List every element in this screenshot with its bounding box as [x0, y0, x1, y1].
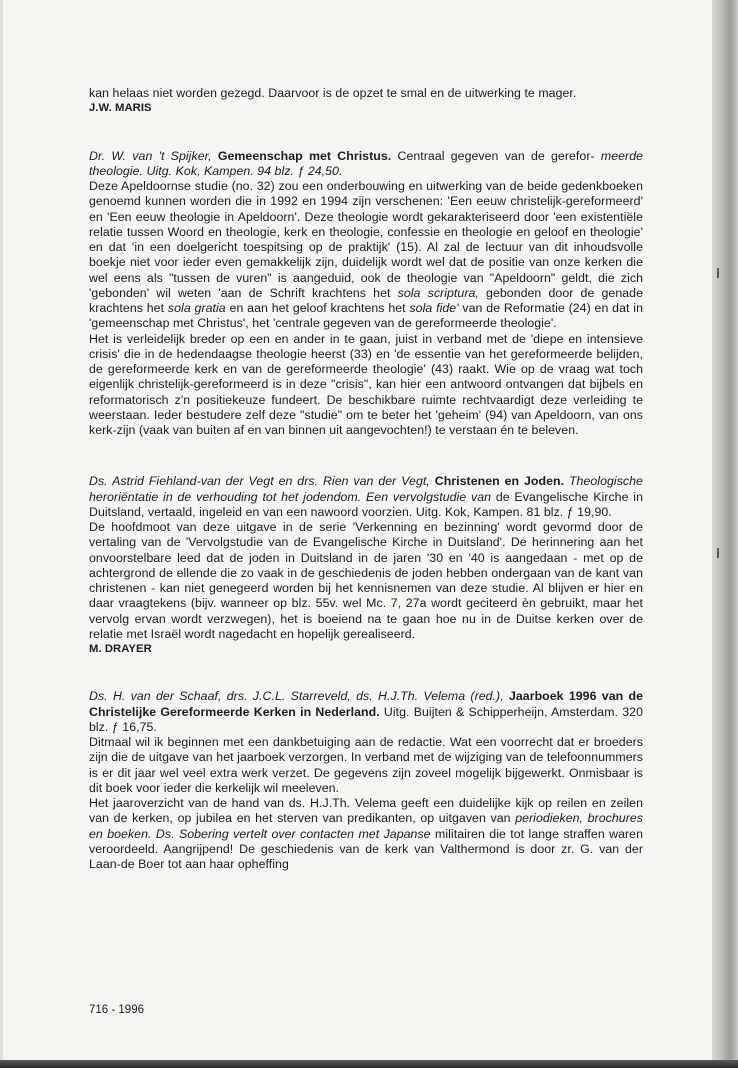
section-spacer [89, 438, 643, 474]
margin-mark [717, 268, 719, 278]
text-run: Het jaaroverzicht van de hand van ds. H.J.Th. Velema geeft een duidelijke kijk op reilen en zeilen van de kerken, op jubilea en het sterven van predikanten, op uitgaven van [89, 796, 643, 826]
section-spacer [89, 657, 643, 689]
review-header [89, 149, 643, 180]
italic-term: sola fide' [409, 301, 459, 315]
text-run: Deze Apeldoornse studie (no. 32) zou een onderbouwing en uitwerking van de beide gedenkboeken genoemd kunnen worden die in 1992 en 1994 zijn verschenen: 'Een eeuw christelijk-gereformeerd' en 'Een eeuw theologie in Apeldoorn'. Deze theologie wordt gekarakteriseerd door 'een existentiële relatie tussen Woord en theologie, kerk en theologie, confessie en theologie en geloof en theologie' en dat 'in een doelgericht toespitsing op de praktijk' (15). Al zal de lectuur van dit inhoudsvolle boekje niet voor ieder even gemakkelijk zijn, duidelijk wordt wel dat de positie van onze kerken die wel eens als "tussen de vuren" is aangeduid, ook de theologie van "Apeldoorn" geldt, die zich 'gebonden' wil weten 'aan de Schrift krachtens het [89, 179, 643, 300]
book-title: Jaarboek 1996 van de Christelijke Gereformeerde Kerken in Nederland. [89, 689, 643, 719]
section-spacer [89, 117, 643, 149]
review-paragraph: De hoofdmoot van deze uitgave in de serie 'Verkenning en bezinning' wordt gevormd door de vertaling van de 'Vervolgstudie van de Evangelische Kirche in Duitsland'. De herinnering aan het onvoorstelbare leed dat de joden in Duitsland in de jaren '30 en '40 is aangedaan - met op de achtergrond de ellende die zo vaak in de geschiedenis de joden hebben ondergaan van de kant van christenen - kan niet genegeerd worden bij het kennisnemen van deze studie. Al blijven er hier en daar vraagtekens (bijv. wanneer op blz. 55v. wel Mc. 7, 27a wordt geciteerd èn gebruikt, maar het vervolg ervan wordt verzwegen), het is boeiend na te gaan hoe nu in de Duitse kerken over de relatie met Israël wordt nagedacht en hopelijk gerealiseerd. [89, 520, 643, 641]
book-title: Christenen en Joden. [434, 474, 565, 489]
book-author: Ds. Astrid Fiehland-van der Vegt en drs. Rien van der Vegt, [89, 474, 430, 489]
page-left-edge [0, 0, 3, 1060]
reviewer-signature: M. DRAYER [89, 643, 152, 655]
book-author: Dr. W. van 't Spijker, [89, 148, 212, 163]
italic-term: sola gratia [167, 301, 226, 315]
italic-run: periodieken, brochures en boeken. Ds. Sobering vertelt over contacten met Japanse [89, 811, 644, 841]
page-content [89, 86, 643, 872]
review-paragraph: Het is verleidelijk breder op een en ander in te gaan, juist in verband met de 'diepe en intensieve crisis' die in de hedendaagse theologie heerst (33) en 'de essentie van het gereformeerde belijden, de gereformeerde kerk en van de gereformeerde theologie' (43) raakt. Wie op de vraag wat toch eigenlijk christelijk-gereformeerd is in deze "crisis", kan hier een antwoord ontvangen dat bijbels en reformatorisch z'n positiekeuze fundeert. De beschikbare ruimte rechtvaardigt deze verleiding te weerstaan. Ieder bestudere zelf deze "studie" om te beter het 'geheim' (94) van Apeldoorn, van ons kerk-zijn (vaak van buiten af en van binnen uit aangevochten!) te verstaan én te beleven. [89, 331, 643, 437]
book-subtitle: Theologische heroriëntatie in de verhouding tot het jodendom. Een vervolgstudie van [89, 474, 643, 504]
italic-term: sola scriptura, [397, 285, 479, 300]
text-run: militairen die tot lange straffen waren veroordeeld. Aangrijpend! De geschiedenis van de kerk van Valthermond is door zr. G. van der Laan-de Boer tot aan haar opheffing [89, 826, 643, 871]
reviewer-signature: J.W. MARIS [89, 102, 152, 115]
text-run: van de Reformatie (24) en dat in 'gemeenschap met Christus', het 'centrale gegeven van de gereformeerde theologie'. [89, 301, 643, 331]
review-paragraph [89, 796, 643, 872]
review-paragraph [89, 179, 643, 332]
review-paragraph: Ditmaal wil ik beginnen met een dankbetuiging aan de redactie. Wat een voorrecht dat er broeders zijn die de uitgave van het jaarboek verzorgen. In verband met de wijziging van de telefoonnummers is er dit jaar wel veel extra werk verzet. De gegevens zijn zoveel mogelijk bijgewerkt. Onmisbaar is dit boek voor ieder die kerkelijk wil meeleven. [89, 735, 643, 795]
review-continuation-text: kan helaas niet worden gezegd. Daarvoor is de opzet te smal en de uitwerking te mager. [89, 86, 577, 100]
book-publisher: Uitg. Buijten & Schipperheijn, Amsterdam. 320 blz. ƒ 16,75. [89, 704, 643, 734]
scan-bottom-border [0, 1060, 738, 1068]
page-number: 716 - 1996 [89, 1004, 144, 1016]
margin-mark [717, 548, 719, 558]
book-title: Gemeenschap met Christus. [217, 148, 392, 163]
book-subtitle-rest: meerde theologie. Uitg. Kok, Kampen. 94 blz. ƒ 24,50. [89, 148, 644, 178]
book-subtitle-rest: de Evangelische Kirche in Duitsland, vertaald, ingeleid en van een nawoord voorzien. Uitg. Kok, Kampen. 81 blz. ƒ 19,90. [89, 489, 643, 519]
text-run: en aan het geloof krachtens het [229, 301, 406, 315]
book-subtitle: Centraal gegeven van de gerefor- [397, 148, 595, 163]
page-binding-shadow [712, 0, 738, 1068]
review-header [89, 689, 643, 735]
review-header [89, 474, 643, 520]
book-author: Ds. H. van der Schaaf, drs. J.C.L. Starreveld, ds. H.J.Th. Velema (red.), [89, 689, 504, 704]
text-run: gebonden door de genade krachtens het [89, 285, 644, 315]
